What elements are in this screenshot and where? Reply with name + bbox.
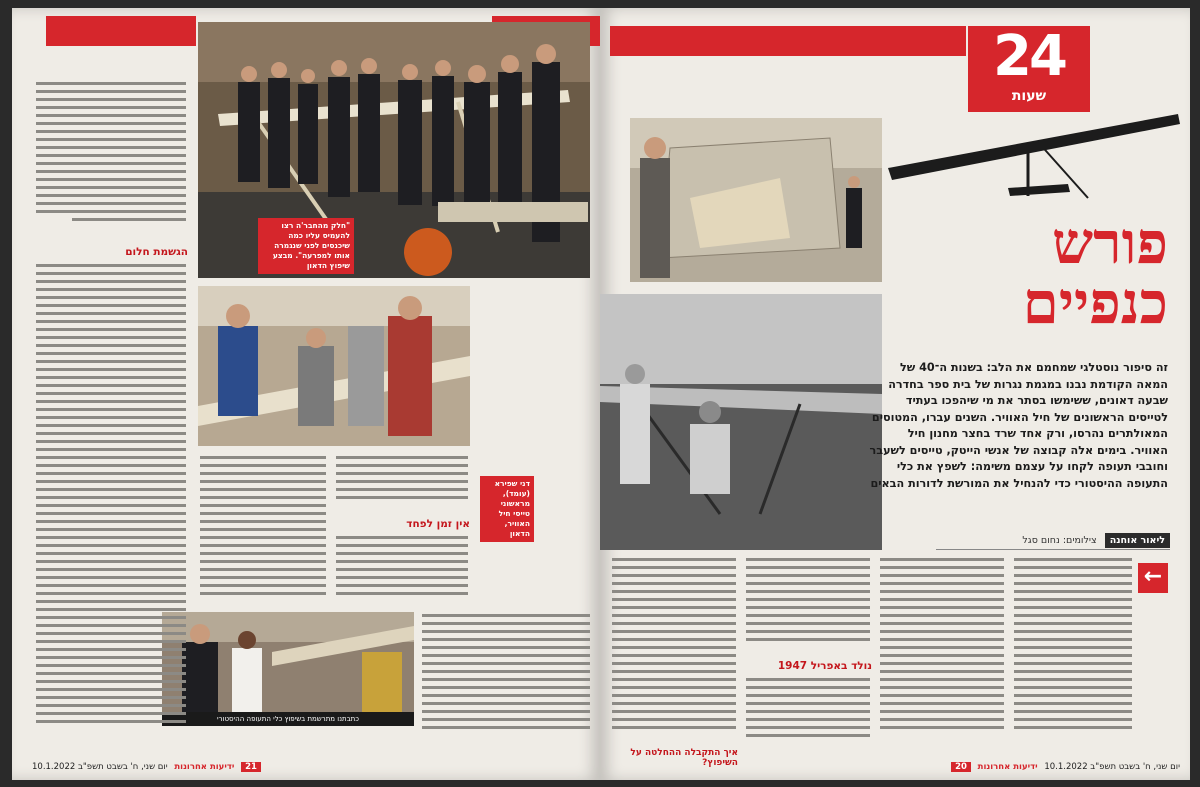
byline-photographer: צילומים: נחום סגל bbox=[1022, 535, 1097, 546]
subhead-dream: הגשמת חלום bbox=[125, 246, 188, 258]
byline bbox=[936, 532, 1170, 550]
inspect-photo bbox=[162, 612, 414, 726]
logo-word: שעות bbox=[1011, 88, 1047, 104]
subhead-april: נולד באפריל 1947 bbox=[777, 660, 872, 672]
left-footer bbox=[32, 760, 592, 774]
workshop-photo bbox=[198, 286, 470, 446]
arrow-left-icon: ← bbox=[1138, 563, 1168, 593]
byline-author: ליאור אוחנה bbox=[1105, 533, 1170, 548]
text-column-mid-b bbox=[334, 454, 470, 514]
text-column-r1 bbox=[610, 556, 738, 752]
24-hours-logo bbox=[968, 26, 1090, 112]
text-column-r5 bbox=[1012, 556, 1134, 752]
headline-line-1: פורש bbox=[1052, 209, 1168, 277]
text-column-mid-c bbox=[334, 534, 470, 606]
left-footer-date: יום שני, ח' בשבט תשפ"ב 10.1.2022 bbox=[32, 762, 168, 772]
logo-number: 24 bbox=[993, 24, 1065, 89]
red-header-band bbox=[46, 16, 196, 46]
historic-photo-caption: דני שפירא (עומד), מראשוני טייסי חיל האוויר, הדאון bbox=[480, 476, 534, 542]
left-page bbox=[12, 8, 600, 780]
text-column-far-left-top bbox=[32, 80, 188, 240]
headline bbox=[918, 209, 1168, 337]
subhead-no-time: אין זמן לפחד bbox=[406, 518, 470, 530]
text-column-far-left bbox=[32, 262, 188, 742]
text-column-mid-a bbox=[198, 454, 328, 606]
text-column-bottom-right bbox=[420, 612, 592, 742]
restored-glider-photo bbox=[630, 118, 882, 282]
headline-line-2: כנפיים bbox=[1022, 269, 1168, 337]
text-column-r3 bbox=[744, 676, 872, 754]
red-header-band bbox=[610, 26, 966, 56]
right-footer-brand: ידיעות אחרונות bbox=[977, 762, 1038, 772]
text-column-r2 bbox=[744, 556, 872, 656]
historic-glider-photo bbox=[600, 294, 882, 550]
team-photo bbox=[198, 22, 590, 278]
right-footer-date: יום שני, ח' בשבט תשפ"ב 10.1.2022 bbox=[1044, 762, 1180, 772]
right-page bbox=[494, 8, 1190, 780]
subhead-flight: איך התקבלה ההחלטה על השיפוץ? bbox=[630, 748, 738, 768]
left-page-number: 21 bbox=[241, 762, 261, 772]
right-page-number: 20 bbox=[951, 762, 971, 772]
team-photo-caption: "חלק מהחבר'ה רצו להעמיס עליו כמה שיכנסים לפני שנגמרה אותו למפרעה". מבצע שיפוץ הדאון bbox=[258, 218, 354, 274]
glider-illustration bbox=[888, 108, 1184, 218]
left-footer-brand: ידיעות אחרונות bbox=[174, 762, 235, 772]
inspect-caption: כתבתנו מתרשמת בשיפוץ כלי התעופה ההיסטורי bbox=[162, 712, 414, 726]
lead-paragraph: זה סיפור נוסטלגי שמחמם את הלב: בשנות ה־40 של המאה הקודמת נבנו במגמת נגרות של בית ספר בחדרה שבעה דאונים, ששימשו בסתר את מי שיהפכו בעתיד לטייסים הראשונים של חיל האוויר. השנים עברו, המטוסים המאולתרים נהרסו, ורק אחד שרד בחצר מחנון חיל האוויר. בימים אלה קבוצה של אנשי הייטק, טייסים לשעבר וחובבי תעופה לקחו על עצמם משימה: לשפץ את כלי התעופה ההיסטורי כדי להנחיל את המורשת לדורות הבאים bbox=[869, 361, 1168, 490]
right-footer bbox=[610, 760, 1180, 774]
text-column-r4 bbox=[878, 556, 1006, 752]
